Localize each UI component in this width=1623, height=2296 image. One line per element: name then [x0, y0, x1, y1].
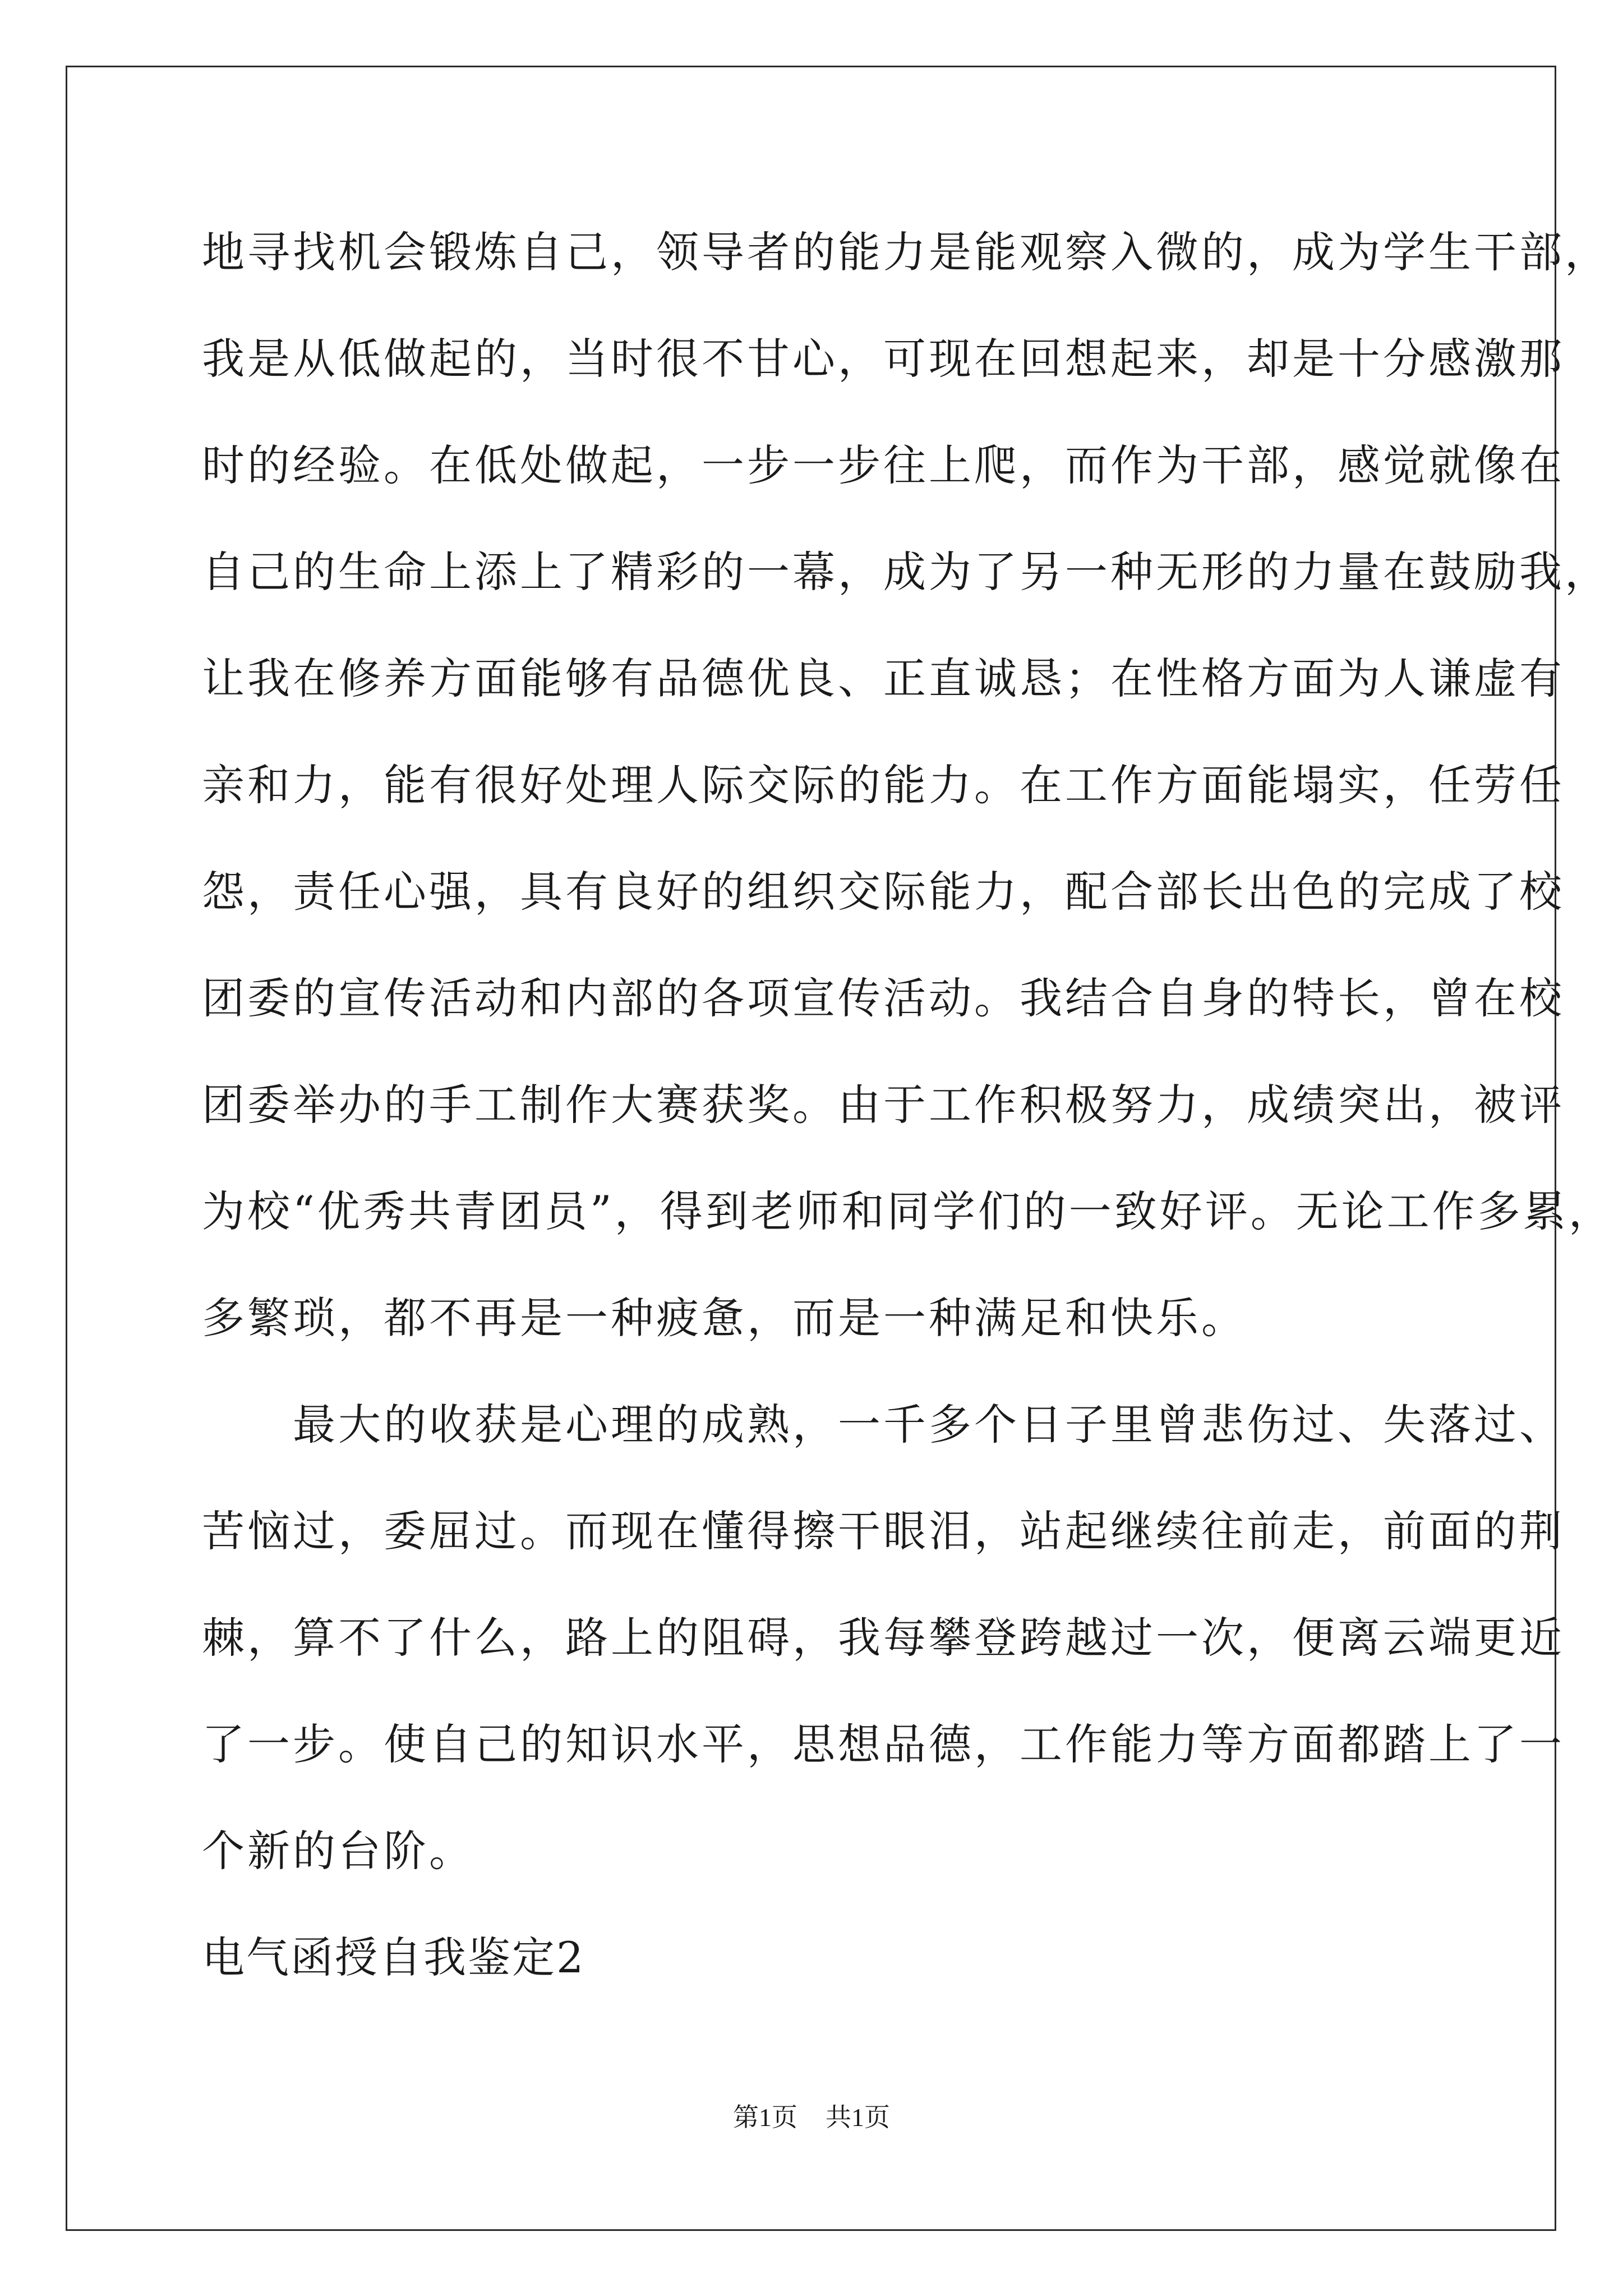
body-line: 亲和力，能有很好处理人际交际的能力。在工作方面能塌实，任劳任 [202, 760, 1565, 810]
page-number: 第1页 [733, 2103, 797, 2132]
body-line: 多繁琐，都不再是一种疲惫，而是一种满足和快乐。 [202, 1293, 1247, 1343]
page-total: 共1页 [826, 2103, 890, 2132]
body-line: 苦恼过，委屈过。而现在懂得擦干眼泪，站起继续往前走，前面的荆 [202, 1506, 1565, 1556]
body-line: 时的经验。在低处做起，一步一步往上爬，而作为干部，感觉就像在 [202, 440, 1565, 490]
body-line: 怨，责任心强，具有良好的组织交际能力，配合部长出色的完成了校 [202, 867, 1565, 917]
body-line: 为校“优秀共青团员”，得到老师和同学们的一致好评。无论工作多累， [202, 1186, 1614, 1236]
page-footer [0, 2101, 1623, 2134]
body-line: 团委举办的手工制作大赛获奖。由于工作积极努力，成绩突出，被评 [202, 1080, 1565, 1130]
body-line: 棘，算不了什么，路上的阻碍，我每攀登跨越过一次，便离云端更近 [202, 1613, 1565, 1663]
body-line: 个新的台阶。 [202, 1826, 474, 1876]
section-heading: 电气函授自我鉴定2 [202, 1932, 585, 1982]
body-line: 团委的宣传活动和内部的各项宣传活动。我结合自身的特长，曾在校 [202, 973, 1565, 1023]
body-line: 最大的收获是心理的成熟，一千多个日子里曾悲伤过、失落过、 [202, 1400, 1565, 1450]
page-border [66, 66, 1556, 2231]
body-line: 地寻找机会锻炼自己，领导者的能力是能观察入微的，成为学生干部， [202, 227, 1610, 277]
body-line: 我是从低做起的，当时很不甘心，可现在回想起来，却是十分感激那 [202, 334, 1565, 384]
body-line: 自己的生命上添上了精彩的一幕，成为了另一种无形的力量在鼓励我， [202, 547, 1610, 597]
body-line: 了一步。使自己的知识水平，思想品德，工作能力等方面都踏上了一 [202, 1719, 1565, 1769]
body-line: 让我在修养方面能够有品德优良、正直诚恳；在性格方面为人谦虚有 [202, 654, 1565, 703]
